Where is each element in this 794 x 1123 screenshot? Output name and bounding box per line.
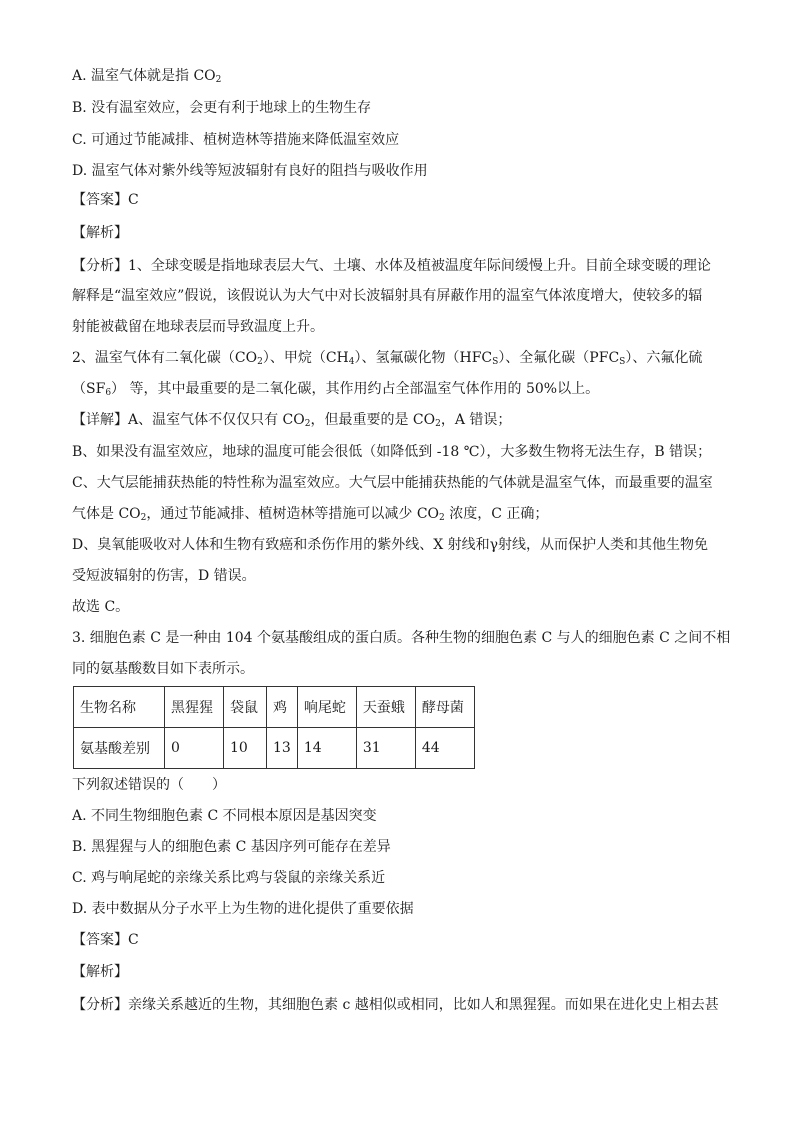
fenxi-text: 1、全球变暖是指地球表层大气、土壤、水体及植被温度年际间缓慢上升。目前全球变暖的理论 (128, 258, 711, 274)
table-cell: 氨基酸差别 (74, 728, 165, 769)
q3-option-d: D. 表中数据从分子水平上为生物的进化提供了重要依据 (72, 901, 414, 917)
q3-stem-line2: 同的氨基酸数目如下表所示。 (72, 661, 254, 677)
text-part: ） 等，其中最重要的是二氧化碳，其作用约占全部温室气体作用的 50%以上。 (111, 381, 600, 397)
text-part: 2、温室气体有二氧化碳（CO (72, 350, 258, 366)
text-part: ）、氢氟碳化物（HFC (354, 350, 493, 366)
text-part: 浓度，C 正确； (444, 506, 549, 522)
text-part: ，通过节能减排、植树造林等措施可以减少 CO (146, 506, 440, 522)
text-part: ，A 错误； (440, 412, 512, 428)
q2-option-a-text: A. 温室气体就是指 CO (72, 68, 216, 84)
fenxi-tag: 【分析】 (72, 997, 128, 1013)
table-cell: 黑猩猩 (165, 687, 224, 728)
fenxi-text: 亲缘关系越近的生物，其细胞色素 c 越相似或相同，比如人和黑猩猩。而如果在进化史上相去甚 (128, 997, 719, 1013)
subscript: 4 (348, 357, 355, 367)
text-part: A、温室气体不仅仅只有 CO (128, 412, 305, 428)
answer-value: C (128, 192, 139, 208)
table-cell: 生物名称 (74, 687, 165, 728)
q3-fenxi-line1 (72, 995, 719, 1015)
q3-analysis-tag: 【解析】 (72, 964, 128, 980)
q2-conclusion: 故选 C。 (72, 599, 130, 615)
subscript: 2 (140, 513, 147, 523)
q2-xiangjie-line4 (72, 504, 548, 524)
q3-stem-line1: 3. 细胞色素 C 是一种由 104 个氨基酸组成的蛋白质。各种生物的细胞色素 C 与人的细胞色素 C 之间不相 (72, 630, 731, 646)
q2-greenhouse-gases-line1 (72, 348, 702, 368)
subscript: 2 (439, 513, 445, 523)
q2-fenxi-line2: 解释是“温室效应”假说，该假说认为大气中对长波辐射具有屏蔽作用的温室气体浓度增大，使较多的辐 (72, 288, 703, 304)
q2-greenhouse-gases-line2 (72, 379, 599, 399)
subscript: 2 (435, 419, 441, 429)
q3-option-c: C. 鸡与响尾蛇的亲缘关系比鸡与袋鼠的亲缘关系近 (72, 870, 386, 886)
table-cell: 44 (415, 728, 474, 769)
q2-option-d: D. 温室气体对紫外线等短波辐射有良好的阻挡与吸收作用 (72, 163, 428, 179)
subscript: S (492, 357, 499, 367)
q3-option-a: A. 不同生物细胞色素 C 不同根本原因是基因突变 (72, 808, 377, 824)
table-cell: 14 (297, 728, 356, 769)
table-cell: 响尾蛇 (297, 687, 356, 728)
q2-xiangjie-line1 (72, 410, 511, 430)
table-cell: 鸡 (267, 687, 298, 728)
subscript: 2 (215, 75, 222, 85)
answer-value: C (128, 932, 139, 948)
answer-tag: 【答案】 (72, 932, 128, 948)
table-cell: 袋鼠 (224, 687, 267, 728)
q2-xiangjie-line6: 受短波辐射的伤害，D 错误。 (72, 568, 256, 584)
q3-option-b: B. 黑猩猩与人的细胞色素 C 基因序列可能存在差异 (72, 839, 391, 855)
xiangjie-tag: 【详解】 (72, 412, 128, 428)
table-cell: 酵母菌 (415, 687, 474, 728)
table-cell: 0 (165, 728, 224, 769)
text-part: ）、全氟化碳（PFC (498, 350, 620, 366)
table-row (74, 728, 475, 769)
table-cell: 13 (267, 728, 298, 769)
subscript: 2 (304, 419, 311, 429)
text-part: ，但最重要的是 CO (310, 412, 436, 428)
answer-tag: 【答案】 (72, 192, 128, 208)
q2-option-c: C. 可通过节能减排、植树造林等措施来降低温室效应 (72, 132, 400, 148)
table-header-row (74, 687, 475, 728)
fenxi-tag: 【分析】 (72, 258, 128, 274)
q2-option-a (72, 66, 221, 86)
table-cell: 10 (224, 728, 267, 769)
text-part: ）、甲烷（CH (262, 350, 349, 366)
text-part: （SF (72, 381, 106, 397)
q3-question: 下列叙述错误的（ ） (72, 777, 226, 793)
text-part: 气体是 CO (72, 506, 141, 522)
q2-fenxi-line3: 射能被截留在地球表层而导致温度上升。 (72, 319, 324, 335)
q2-xiangjie-line3: C、大气层能捕获热能的特性称为温室效应。大气层中能捕获热能的气体就是温室气体，而最重要的温室 (72, 475, 713, 491)
subscript: S (619, 357, 626, 367)
q3-answer (72, 930, 139, 950)
table-cell: 天蚕蛾 (356, 687, 415, 728)
subscript: 2 (257, 357, 263, 367)
subscript: 6 (105, 388, 112, 398)
amino-acid-difference-table (73, 686, 475, 769)
text-part: ）、六氟化硫 (625, 350, 703, 366)
table-cell: 31 (356, 728, 415, 769)
q2-xiangjie-line2: B、如果没有温室效应，地球的温度可能会很低（如降低到 -18 ℃），大多数生物将无法生存，B 错误； (72, 444, 712, 460)
q2-analysis-tag: 【解析】 (72, 225, 128, 241)
q2-answer (72, 190, 139, 210)
q2-fenxi-line1 (72, 256, 711, 276)
q2-option-b: B. 没有温室效应，会更有利于地球上的生物生存 (72, 100, 372, 116)
q2-xiangjie-line5: D、臭氧能吸收对人体和生物有致癌和杀伤作用的紫外线、X 射线和γ射线，从而保护人类和其他生物免 (72, 537, 709, 553)
